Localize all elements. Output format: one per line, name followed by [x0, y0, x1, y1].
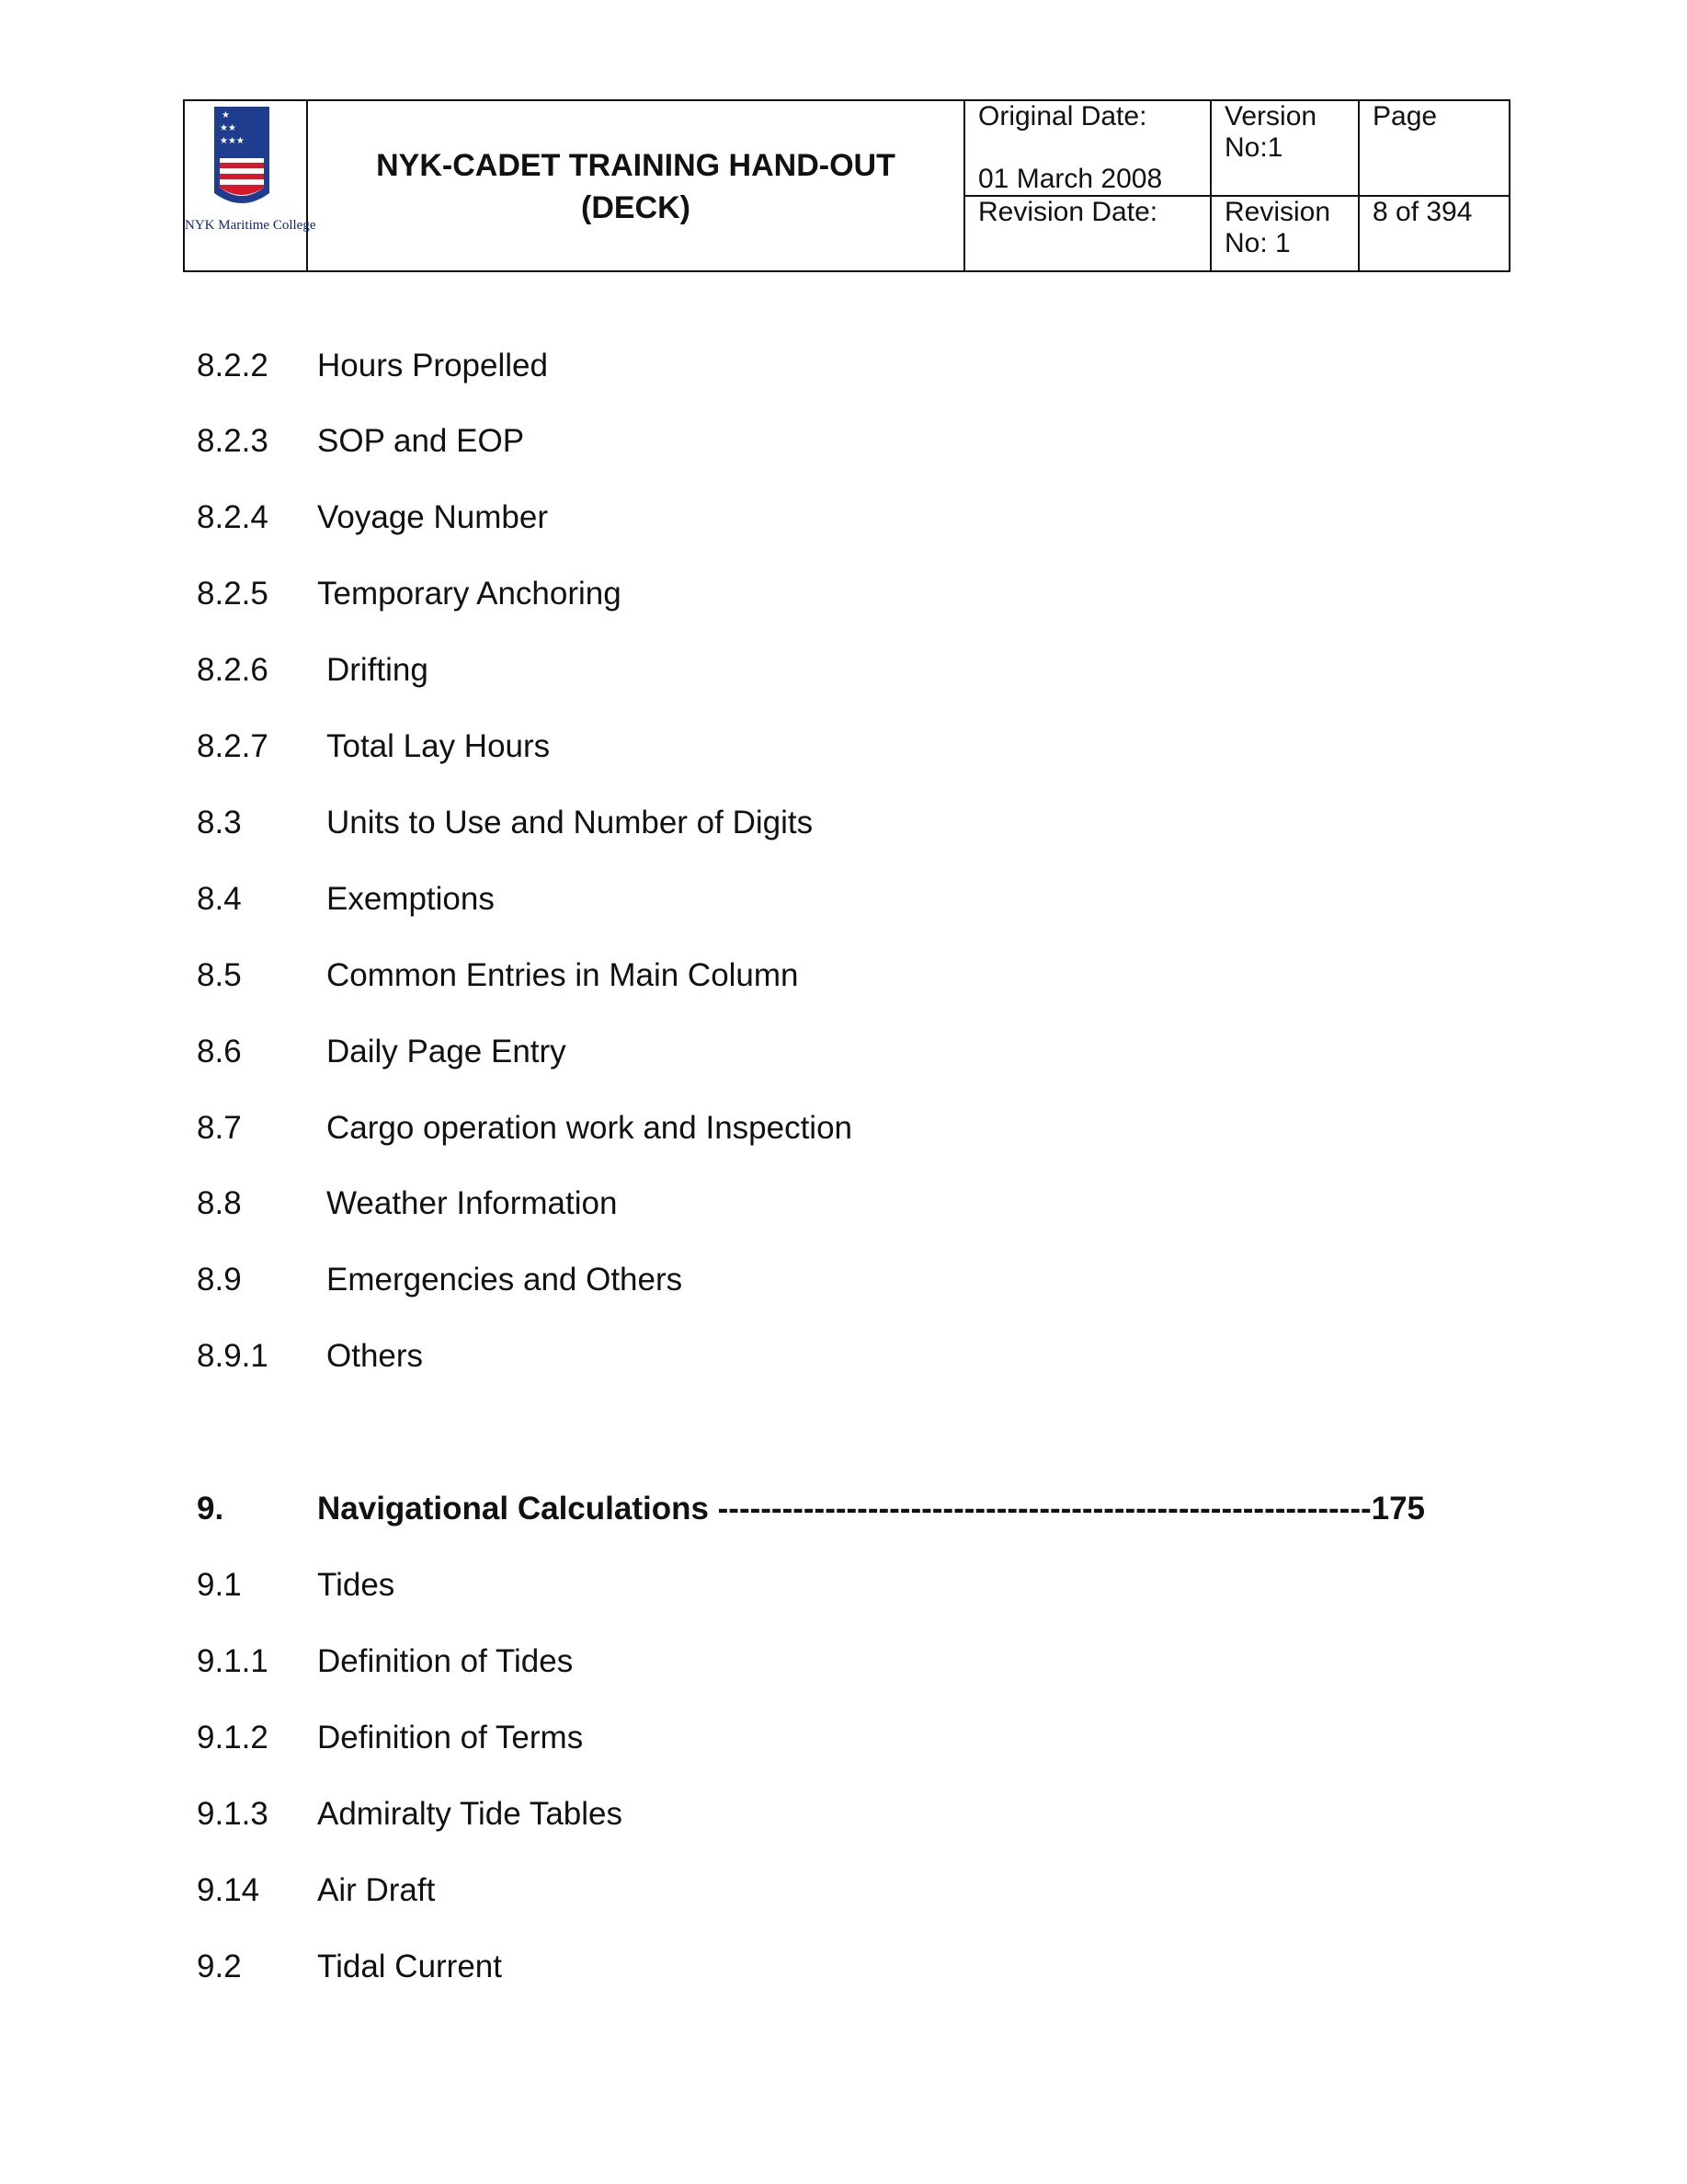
- toc-item-title: Exemptions: [326, 881, 495, 917]
- toc-item-number: 9.14: [197, 1872, 260, 1908]
- document-title: [307, 100, 964, 271]
- toc-item-title: Drifting: [326, 652, 428, 688]
- toc-item-title: Total Lay Hours: [326, 728, 551, 764]
- toc-item-number: 8.7: [197, 1110, 242, 1146]
- svg-text:★★★: ★★★: [220, 136, 245, 146]
- toc-item-title: Common Entries in Main Column: [326, 957, 799, 993]
- toc-item-title: Air Draft: [317, 1872, 436, 1908]
- toc-item-title: Daily Page Entry: [326, 1034, 566, 1069]
- revision-label-line-2: No: 1: [1225, 228, 1291, 258]
- revision-date-label: Revision Date:: [978, 197, 1158, 227]
- page-number-cell: [1359, 196, 1510, 271]
- version-label-line-1: Version: [1225, 101, 1317, 131]
- version-cell: [1211, 100, 1359, 196]
- toc-item-number: 8.2.3: [197, 423, 268, 459]
- toc-item-title: Voyage Number: [317, 499, 548, 535]
- toc-item-title: SOP and EOP: [317, 423, 525, 459]
- toc-item-number: 8.8: [197, 1185, 242, 1221]
- toc-item-title: Weather Information: [326, 1185, 618, 1221]
- toc-item-title: Definition of Tides: [317, 1643, 574, 1679]
- toc-chapter-number: 9.: [197, 1491, 224, 1527]
- toc-item-title: Definition of Terms: [317, 1720, 584, 1755]
- toc-item-number: 8.5: [197, 957, 242, 993]
- toc-item-title: Emergencies and Others: [326, 1262, 683, 1298]
- revision-label-line-1: Revision: [1225, 197, 1331, 227]
- toc-item-title: Others: [326, 1338, 424, 1374]
- toc-item-number: 9.1: [197, 1567, 242, 1603]
- original-date-value: 01 March 2008: [978, 164, 1163, 194]
- page-label-cell: [1359, 100, 1510, 196]
- toc-item-number: 8.2.7: [197, 728, 268, 764]
- logo-caption: NYK Maritime College: [185, 218, 316, 233]
- toc-item-title: Tides: [317, 1567, 395, 1603]
- original-date-cell: [964, 100, 1211, 196]
- page-number: 8 of 394: [1373, 197, 1473, 227]
- toc-item-number: 9.2: [197, 1949, 242, 1984]
- toc-item-number: 9.1.3: [197, 1796, 268, 1832]
- title-line-2: (DECK): [581, 190, 690, 225]
- logo-cell: [184, 100, 316, 271]
- toc-item-title: Temporary Anchoring: [317, 576, 621, 612]
- toc-item-number: 9.1.2: [197, 1720, 268, 1755]
- revision-date-cell: [964, 196, 1211, 271]
- svg-text:★: ★: [222, 110, 230, 120]
- toc-item-number: 8.2.6: [197, 652, 268, 688]
- toc-chapter-title: Navigational Calculations -------------------------------------------------------------175: [317, 1491, 1426, 1527]
- toc-item-number: 8.2.2: [197, 348, 268, 383]
- title-line-1: NYK-CADET TRAINING HAND-OUT: [376, 148, 895, 183]
- college-logo-icon: [212, 105, 271, 215]
- original-date-label: Original Date:: [978, 101, 1147, 131]
- toc-item-title: Admiralty Tide Tables: [317, 1796, 623, 1832]
- toc-item-number: 8.4: [197, 881, 242, 917]
- toc-item-number: 9.1.1: [197, 1643, 268, 1679]
- toc-item-number: 8.6: [197, 1034, 242, 1069]
- toc-item-number: 8.9: [197, 1262, 242, 1298]
- document-header: [183, 99, 1510, 272]
- toc-item-number: 8.9.1: [197, 1338, 268, 1374]
- toc-item-title: Hours Propelled: [317, 348, 548, 383]
- toc-item-title: Units to Use and Number of Digits: [326, 805, 814, 840]
- svg-text:★★: ★★: [220, 123, 236, 133]
- toc-item-number: 8.2.4: [197, 499, 268, 535]
- version-label-line-2: No:1: [1225, 132, 1283, 163]
- toc-item-number: 8.2.5: [197, 576, 268, 612]
- toc-item-title: Tidal Current: [317, 1949, 502, 1984]
- toc-item-title: Cargo operation work and Inspection: [326, 1110, 853, 1146]
- page-label: Page: [1373, 101, 1438, 131]
- toc-item-number: 8.3: [197, 805, 242, 840]
- revision-cell: [1211, 196, 1359, 271]
